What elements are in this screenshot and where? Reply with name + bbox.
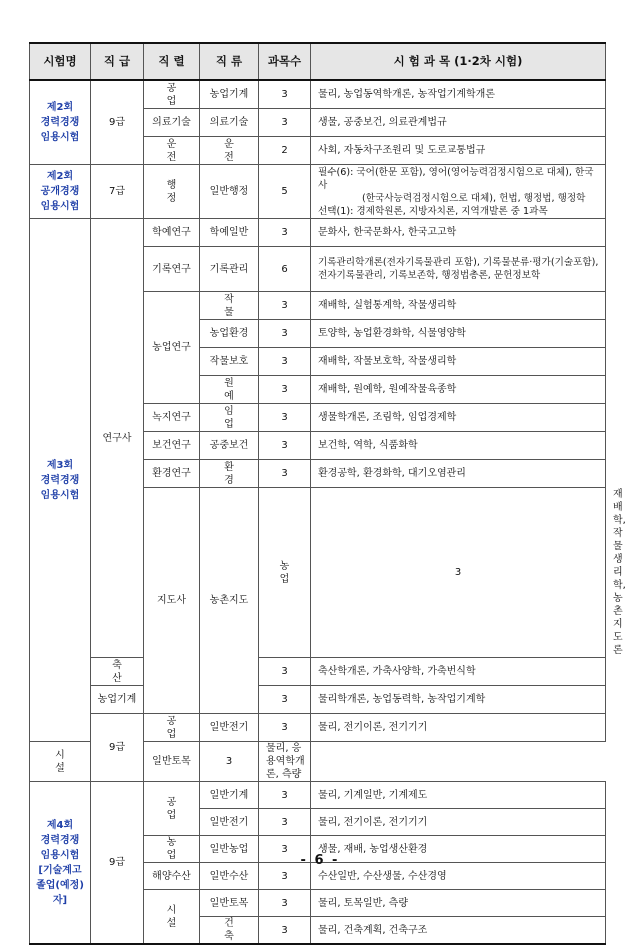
- count-cell: 3: [259, 686, 311, 714]
- subjects-cell: 환경공학, 환경화학, 대기오염관리: [311, 460, 606, 488]
- header-count: 과목수: [259, 43, 311, 80]
- page-number: - 6 -: [300, 853, 340, 868]
- subjects-cell: 토양학, 농업환경화학, 식물영양학: [311, 320, 606, 348]
- grade-cell: 지도사: [144, 488, 200, 714]
- count-cell: 3: [259, 404, 311, 432]
- category-cell: 일반농업: [200, 836, 259, 863]
- subjects-cell: 문화사, 한국문화사, 한국고고학: [311, 219, 606, 247]
- subjects-cell: 물리, 건축계획, 건축구조: [311, 917, 606, 945]
- count-cell: 3: [259, 890, 311, 917]
- subjects-cell: [311, 165, 606, 219]
- count-cell: 3: [259, 917, 311, 945]
- table-row: [30, 80, 606, 109]
- series-cell: 시 설: [144, 890, 200, 945]
- header-exam: 시험명: [30, 43, 91, 80]
- subjects-cell: [311, 247, 606, 292]
- subjects-cell: 생물, 재배, 농업생산환경: [311, 836, 606, 863]
- series-cell: 공 업: [144, 80, 200, 109]
- subjects-cell: 생물학개론, 조림학, 임업경제학: [311, 404, 606, 432]
- subjects-line: 전자기록물관리, 기록보존학, 행정법총론, 문헌정보학: [318, 270, 541, 281]
- series-cell: 농 업: [144, 836, 200, 863]
- series-cell: 환경연구: [144, 460, 200, 488]
- grade-cell: 9급: [91, 782, 144, 945]
- category-cell: 농업기계: [200, 80, 259, 109]
- table-row: [30, 782, 606, 809]
- exam-name-text: 제2회 경력경쟁 임용시험: [40, 102, 80, 143]
- exam-name: [30, 219, 91, 742]
- category-cell: 작 물: [200, 292, 259, 320]
- category-cell: 일반토목: [144, 742, 200, 782]
- header-series: 직 렬: [144, 43, 200, 80]
- category-cell: 학예일반: [200, 219, 259, 247]
- header-grade: 직 급: [91, 43, 144, 80]
- category-cell: 일반전기: [200, 809, 259, 836]
- exam-name-text: 제3회 경력경쟁 임용시험: [40, 459, 80, 501]
- grade-cell: 9급: [91, 714, 144, 782]
- category-cell: 임 업: [200, 404, 259, 432]
- series-cell: 농촌지도: [200, 488, 259, 714]
- exam-subject-table: [29, 42, 626, 945]
- count-cell: 3: [259, 376, 311, 404]
- category-cell: 농 업: [259, 488, 311, 658]
- series-cell: 농업연구: [144, 292, 200, 404]
- series-cell: 기록연구: [144, 247, 200, 292]
- grade-cell: 7급: [91, 165, 144, 219]
- series-cell: 공 업: [144, 782, 200, 836]
- subjects-line: 기록관리학개론(전자기록물관리 포함), 기록물분류·평가(기술포함),: [318, 257, 599, 268]
- count-cell: 3: [259, 782, 311, 809]
- count-cell: 3: [259, 348, 311, 376]
- subjects-cell: 재배학, 작물보호학, 작물생리학: [311, 348, 606, 376]
- subjects-line: (한국사능력검정시험으로 대체), 헌법, 행정법, 행정학: [362, 192, 586, 204]
- category-cell: 축 산: [91, 658, 144, 686]
- category-cell: 일반토목: [200, 890, 259, 917]
- table-header-row: [30, 43, 606, 80]
- subjects-cell: 재배학, 실험통계학, 작물생리학: [311, 292, 606, 320]
- category-cell: 건 축: [200, 917, 259, 945]
- count-cell: 3: [259, 836, 311, 863]
- count-cell: 3: [259, 80, 311, 109]
- subjects-cell: 물리, 기계일반, 기계제도: [311, 782, 606, 809]
- series-cell: 공 업: [144, 714, 200, 742]
- series-cell: 의료기술: [144, 109, 200, 137]
- series-cell: 보건연구: [144, 432, 200, 460]
- subjects-cell: 생물, 공중보건, 의료관계법규: [311, 109, 606, 137]
- exam-name-text: 제4회 경력경쟁 임용시험 [기술계고 졸업(예정)자]: [36, 819, 84, 906]
- count-cell: 3: [259, 658, 311, 686]
- category-cell: 농업환경: [200, 320, 259, 348]
- table-row: [30, 714, 606, 742]
- count-cell: 3: [259, 292, 311, 320]
- subjects-cell: 재배학, 원예학, 원예작물육종학: [311, 376, 606, 404]
- count-cell: 3: [311, 488, 606, 658]
- subjects-cell: 물리, 응용역학개론, 측량: [259, 742, 311, 782]
- category-cell: 일반기계: [200, 782, 259, 809]
- category-cell: 기록관리: [200, 247, 259, 292]
- table-row: [30, 658, 606, 686]
- exam-name-text: 제2회 공개경쟁 임용시험: [40, 171, 80, 212]
- category-cell: 일반전기: [200, 714, 259, 742]
- count-cell: 2: [259, 137, 311, 165]
- count-cell: 3: [259, 320, 311, 348]
- series-cell: 학예연구: [144, 219, 200, 247]
- subjects-line: 선택(1): 경제학원론, 지방자치론, 지역개발론 중 1과목: [318, 205, 548, 217]
- subjects-cell: 보건학, 역학, 식품화학: [311, 432, 606, 460]
- subjects-cell: 물리, 전기이론, 전기기기: [311, 714, 606, 742]
- count-cell: 6: [259, 247, 311, 292]
- category-cell: 작물보호: [200, 348, 259, 376]
- subjects-cell: 물리, 토목일반, 측량: [311, 890, 606, 917]
- grade-cell: 연구사: [91, 219, 144, 658]
- series-cell: 녹지연구: [144, 404, 200, 432]
- subjects-cell: 축산학개론, 가축사양학, 가축번식학: [311, 658, 606, 686]
- subjects-cell: 수산일반, 수산생물, 수산경영: [311, 863, 606, 890]
- exam-name: [30, 165, 91, 219]
- category-cell: 운 전: [200, 137, 259, 165]
- category-cell: 공중보건: [200, 432, 259, 460]
- count-cell: 3: [200, 742, 259, 782]
- count-cell: 3: [259, 219, 311, 247]
- subjects-cell: 물리학개론, 농업동력학, 농작업기계학: [311, 686, 606, 714]
- grade-cell: 9급: [91, 80, 144, 165]
- count-cell: 3: [259, 460, 311, 488]
- subjects-line: 필수(6): 국어(한문 포함), 영어(영어능력검정시험으로 대체), 한국사: [318, 166, 594, 191]
- count-cell: 3: [259, 432, 311, 460]
- subjects-cell: 사회, 자동차구조원리 및 도로교통법규: [311, 137, 606, 165]
- exam-name: [30, 80, 91, 165]
- series-cell: 운 전: [144, 137, 200, 165]
- category-cell: 일반행정: [200, 165, 259, 219]
- count-cell: 3: [259, 863, 311, 890]
- category-cell: 농업기계: [91, 686, 144, 714]
- series-cell: 시 설: [30, 742, 91, 782]
- count-cell: 3: [259, 714, 311, 742]
- series-cell: 행 정: [144, 165, 200, 219]
- header-category: 직 류: [200, 43, 259, 80]
- table-row: 지도사 농촌지도 농 업 3 재배학, 작물생리학, 농촌지도론: [30, 488, 606, 658]
- subjects-cell: 물리, 전기이론, 전기기기: [311, 809, 606, 836]
- category-cell: 일반수산: [200, 863, 259, 890]
- table-row: [30, 165, 606, 219]
- category-cell: 원 예: [200, 376, 259, 404]
- count-cell: 3: [259, 109, 311, 137]
- subjects-cell: 물리, 농업동역학개론, 농작업기계학개론: [311, 80, 606, 109]
- category-cell: 의료기술: [200, 109, 259, 137]
- count-cell: 5: [259, 165, 311, 219]
- table-row: [30, 219, 606, 247]
- header-subjects: 시 험 과 목 (1·2차 시험): [311, 43, 606, 80]
- table-row: [30, 686, 606, 714]
- series-cell: 해양수산: [144, 863, 200, 890]
- category-cell: 환 경: [200, 460, 259, 488]
- count-cell: 3: [259, 809, 311, 836]
